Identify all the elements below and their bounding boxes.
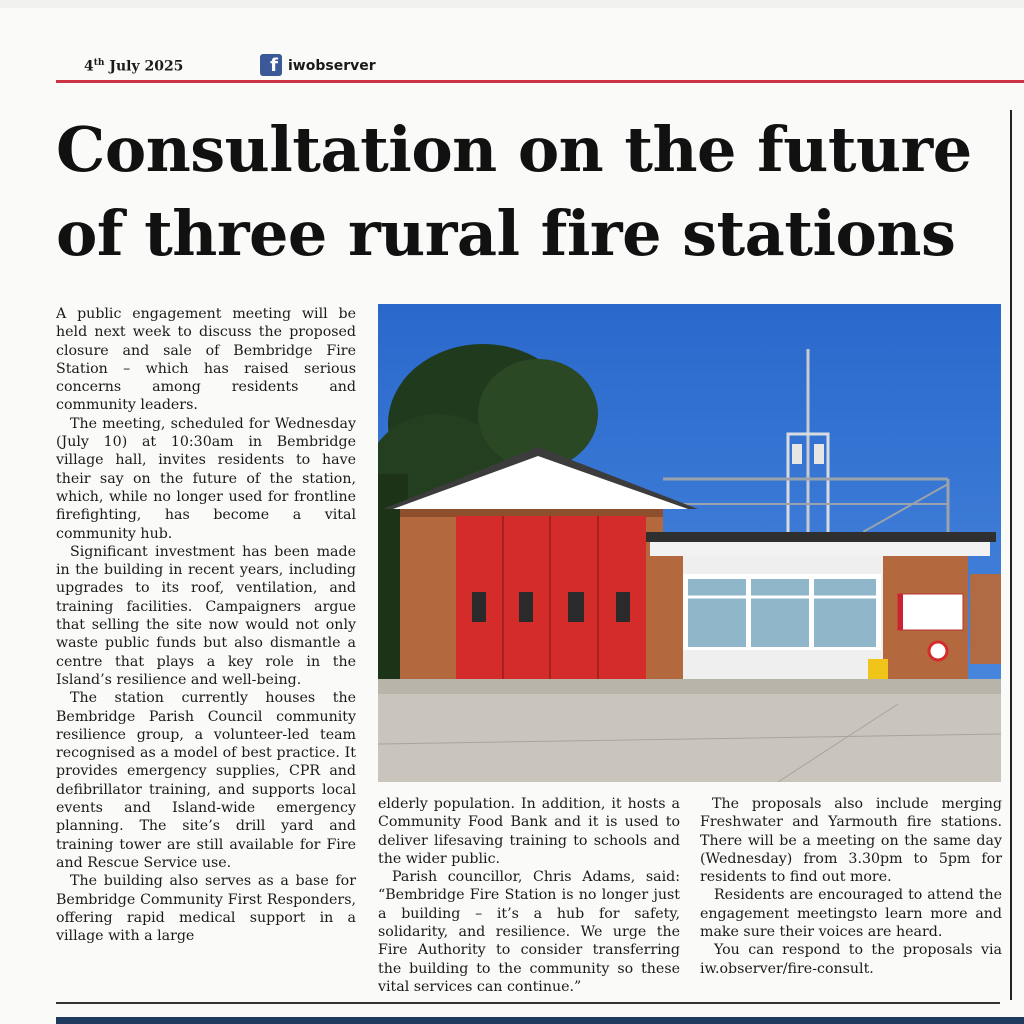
headline: Consultation on the future of three rural fire stations (56, 113, 972, 270)
paragraph: Residents are encouraged to attend the engagement meetingsto learn more and make sure their voices are heard. (700, 887, 1002, 941)
paragraph: The building also serves as a base for Bembridge Community First Responders, offering rapid medical support in a village with a large (56, 873, 356, 945)
paragraph: Parish councillor, Chris Adams, said: “Bembridge Fire Station is no longer just a building – it’s a hub for safety, solidarity, and resilience. We urge the Fire Authority to consider transferring the building to the community so these vital services can continue.” (378, 869, 680, 995)
article-column-1 (56, 305, 356, 945)
paragraph: A public engagement meeting will be held next week to discuss the proposed closure and sale of Bembridge Fire Station – which has raised serious concerns among residents and community leaders. (56, 306, 356, 414)
fire-station-photo (378, 304, 1001, 782)
paragraph: The proposals also include merging Freshwater and Yarmouth fire stations. There will be a meeting on the same day (Wednesday) from 3.30pm to 5pm for residents to find out more. (700, 796, 1002, 886)
paragraph: The station currently houses the Bembridge Parish Council community resilience group, a volunteer-led team recognised as a model of best practice. It provides emergency supplies, CPR and defibrillator training, and supports local events and Island-wide emergency planning. The site’s drill yard and training tower are still available for Fire and Rescue Service use. (56, 690, 356, 871)
paragraph: Significant investment has been made in the building in recent years, including upgrades to its roof, ventilation, and training facilities. Campaigners argue that selling the site now would not only waste public funds but also dismantle a centre that plays a key role in the Island’s resilience and well-being. (56, 543, 356, 688)
paragraph: The meeting, scheduled for Wednesday (July 10) at 10:30am in Bembridge village hall, invites residents to have their say on the future of the station, which, while no longer used for frontline firefighting, has become a vital community hub. (56, 415, 356, 542)
footer-rule (56, 1002, 1000, 1004)
page-edge-rule (1010, 110, 1012, 1000)
top-strip (0, 0, 1024, 8)
footer-bar (56, 1017, 1024, 1024)
facebook-icon[interactable]: f (260, 54, 282, 76)
article-column-2 (378, 795, 680, 996)
paragraph: elderly population. In addition, it hosts a Community Food Bank and it is used to deliver lifesaving training to schools and the wider public. (378, 796, 680, 867)
paragraph: You can respond to the proposals via iw.observer/fire-consult. (700, 942, 1002, 977)
header-rule (56, 80, 1024, 83)
issue-date: 4th July 2025 (84, 58, 184, 75)
social-handle[interactable]: iwobserver (288, 58, 376, 74)
article-column-3 (700, 795, 1002, 978)
